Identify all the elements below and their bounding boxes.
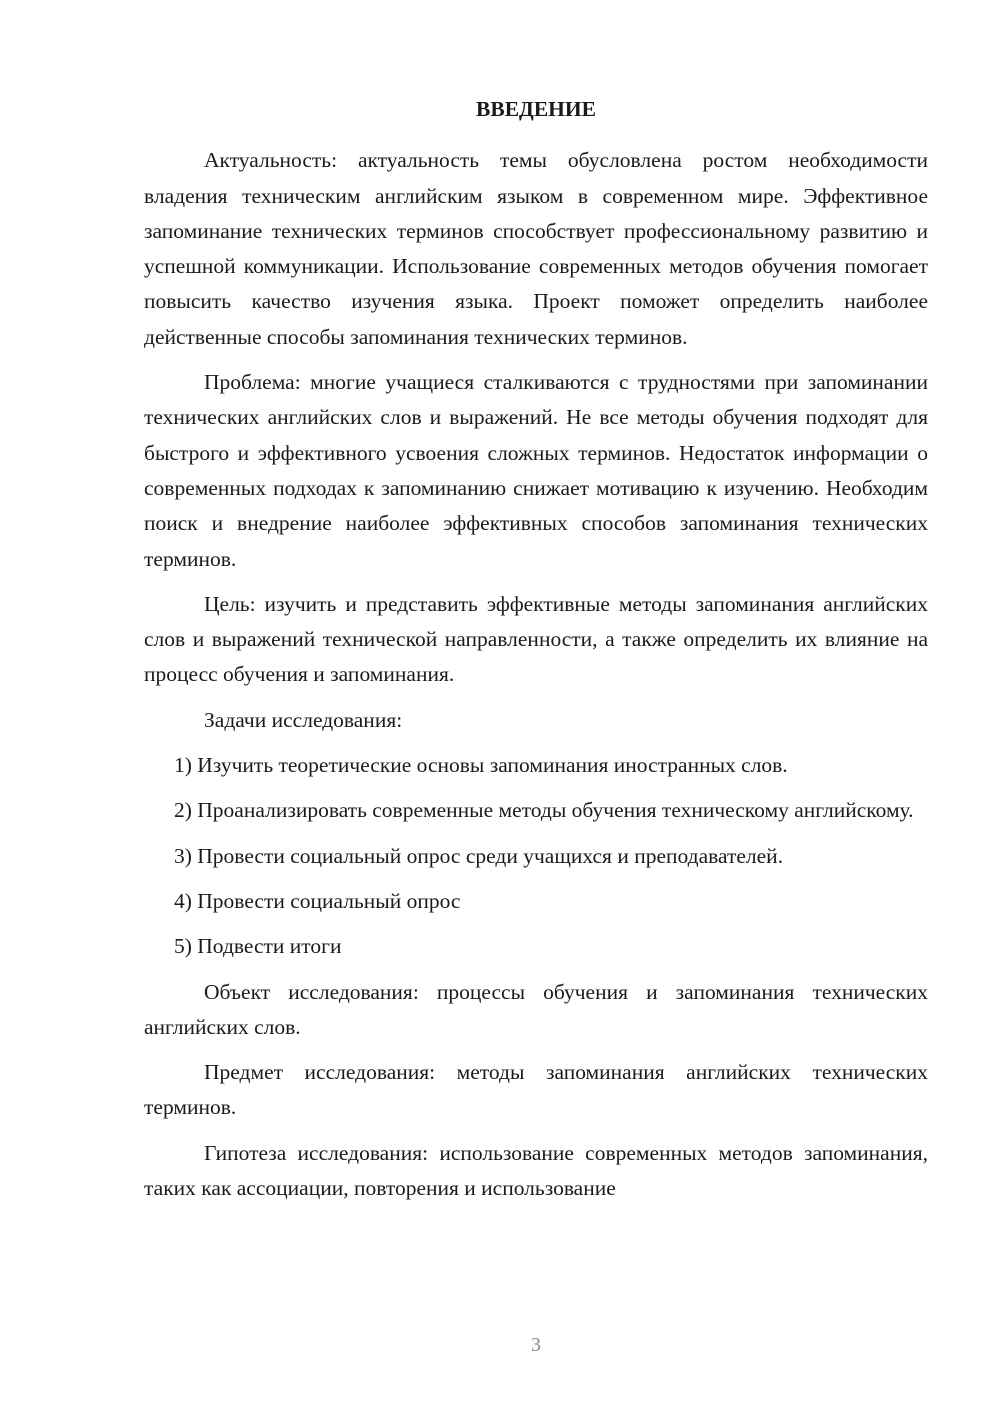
task-item: 1) Изучить теоретические основы запоминания иностранных слов. xyxy=(174,753,788,778)
task-item: 3) Провести социальный опрос среди учащихся и преподавателей. xyxy=(174,843,784,868)
task-item: 4) Провести социальный опрос xyxy=(174,888,461,913)
paragraph-subject: Предмет исследования: методы запоминания английских технических терминов. xyxy=(144,1060,928,1120)
text-body xyxy=(144,92,928,1206)
paragraph-goal: Цель: изучить и представить эффективные методы запоминания английских слов и выражений технической направленности, а также определить их влияние на процесс обучения и запоминания. xyxy=(144,591,928,687)
paragraph-object: Объект исследования: процессы обучения и запоминания технических английских слов. xyxy=(144,979,928,1039)
page-number: 3 xyxy=(531,1334,541,1356)
task-item: 5) Подвести итоги xyxy=(174,934,342,959)
paragraph-relevance: Актуальность: актуальность темы обусловлена ростом необходимости владения техническим английским языком в современном мире. Эффективное запоминание технических терминов способствует профессиональному развитию и успешной коммуникации. Использование современных методов обучения помогает повысить качество изучения языка. Проект поможет определить наиболее действенные способы запоминания технических терминов. xyxy=(144,148,928,349)
section-heading: ВВЕДЕНИЕ xyxy=(476,97,596,121)
paragraph-hypothesis: Гипотеза исследования: использование современных методов запоминания, таких как ассоциации, повторения и использование xyxy=(144,1140,928,1201)
task-item: 2) Проанализировать современные методы обучения техническому английскому. xyxy=(174,798,914,823)
paragraph-problem: Проблема: многие учащиеся сталкиваются с трудностями при запоминании технических английских слов и выражений. Не все методы обучения подходят для быстрого и эффективного усвоения сложных терминов. Недостаток информации о современных подходах к запоминанию снижает мотивацию к изучению. Необходим поиск и внедрение наиболее эффективных способов запоминания технических терминов. xyxy=(144,370,928,571)
tasks-title: Задачи исследования: xyxy=(204,707,403,732)
